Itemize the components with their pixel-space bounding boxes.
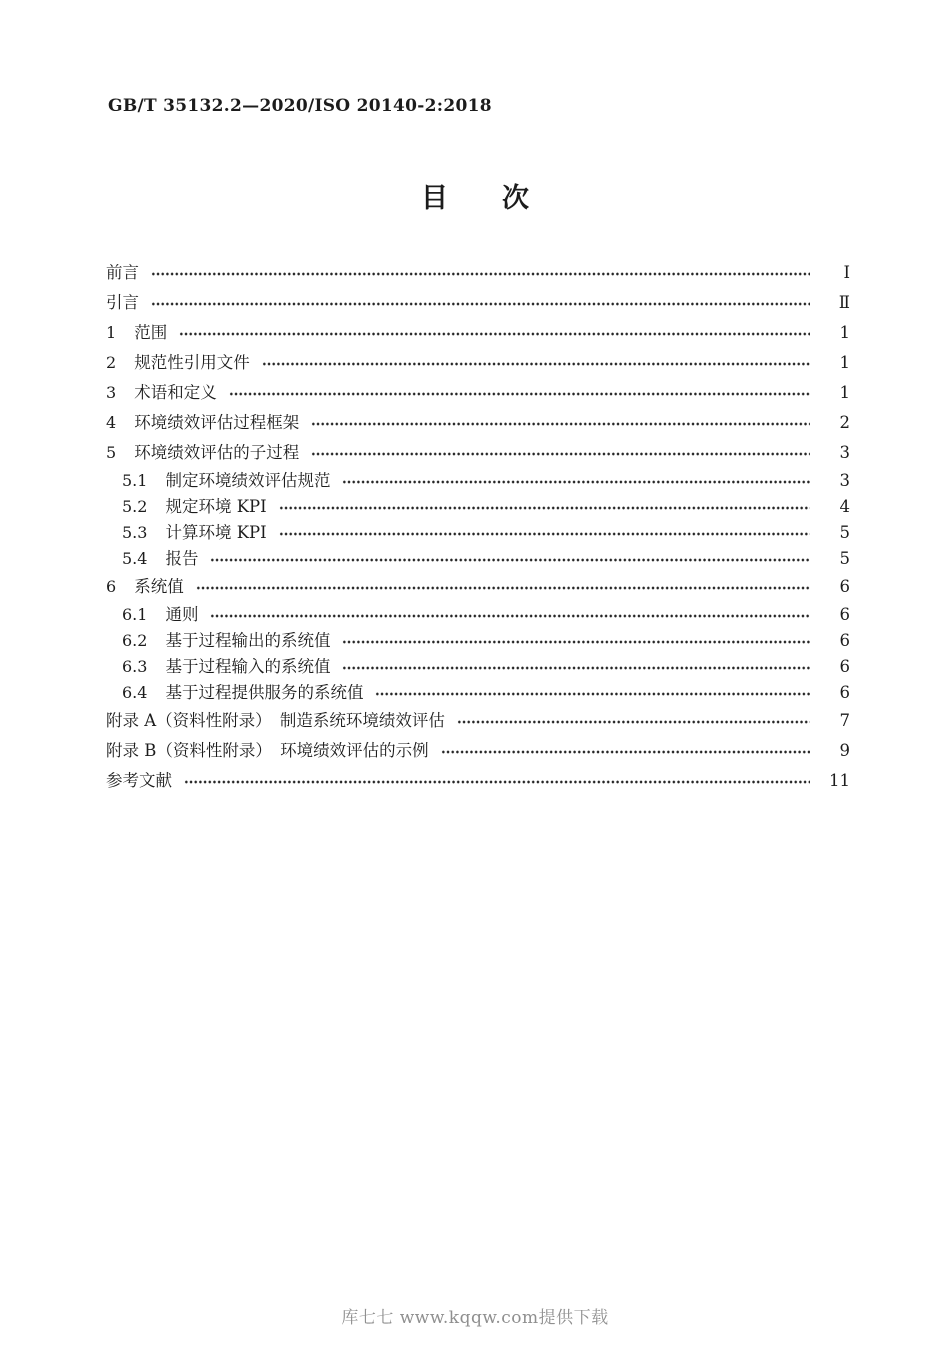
toc-item-label: 环境绩效评估过程框架 (134, 412, 300, 432)
toc-row (106, 736, 850, 766)
toc-row (106, 546, 850, 572)
dot-leader (342, 666, 810, 670)
toc-item-label: 基于过程输出的系统值 (165, 630, 331, 650)
toc-item-page: 9 (839, 740, 850, 760)
toc-item-page: 6 (839, 630, 850, 650)
toc-row (106, 572, 850, 602)
toc-item-page: 1 (839, 382, 850, 402)
toc-row (106, 378, 850, 408)
toc-item-label: 制定环境绩效评估规范 (165, 470, 331, 490)
toc-row (106, 766, 850, 796)
toc-row (106, 468, 850, 494)
toc-item-page: Ⅱ (838, 292, 850, 312)
toc-item-label: 引言 (106, 292, 139, 312)
toc-item-number: 6 (106, 577, 117, 596)
dot-leader (151, 302, 810, 306)
toc-row (106, 706, 850, 736)
toc-item-label: 报告 (165, 548, 199, 568)
toc-item-page: 5 (839, 522, 850, 542)
toc-item-page: 6 (839, 604, 850, 624)
toc-row (106, 288, 850, 318)
toc-item-number: 4 (106, 413, 117, 432)
dot-leader (210, 558, 810, 562)
toc-item-label: 附录 A（资料性附录） 制造系统环境绩效评估 (106, 710, 445, 730)
toc-row (106, 680, 850, 706)
toc-item-label: 前言 (106, 262, 139, 282)
dot-leader (311, 452, 810, 456)
toc-item-number: 5.1 (122, 471, 148, 490)
toc-item-page: 4 (839, 496, 850, 516)
dot-leader (375, 692, 810, 696)
standard-code: GB/T 35132.2—2020/ISO 20140-2:2018 (108, 96, 492, 116)
toc-item-page: 11 (829, 770, 850, 790)
watermark-footer: 库七七 www.kqqw.com提供下载 (341, 1308, 609, 1328)
toc-item-number: 6.4 (122, 683, 148, 702)
toc-item-page: 6 (839, 682, 850, 702)
toc-item-label: 基于过程输入的系统值 (165, 656, 331, 676)
dot-leader (311, 422, 810, 426)
toc-item-number: 5.3 (122, 523, 148, 542)
toc-item-page: Ⅰ (843, 262, 850, 282)
toc-row (106, 654, 850, 680)
toc-item-page: 3 (839, 470, 850, 490)
toc-row (106, 258, 850, 288)
toc-item-number: 6.3 (122, 657, 148, 676)
toc-item-page: 6 (839, 656, 850, 676)
toc-item-number: 2 (106, 353, 117, 372)
toc-item-number: 6.2 (122, 631, 148, 650)
dot-leader (179, 332, 810, 336)
toc-item-page: 2 (839, 412, 850, 432)
toc-row (106, 602, 850, 628)
toc-item-page: 5 (839, 548, 850, 568)
toc-item-number: 3 (106, 383, 117, 402)
toc-row (106, 520, 850, 546)
dot-leader (196, 586, 810, 590)
toc (106, 258, 850, 796)
toc-row (106, 318, 850, 348)
toc-item-label: 附录 B（资料性附录） 环境绩效评估的示例 (106, 740, 429, 760)
toc-item-label: 参考文献 (106, 770, 172, 790)
toc-item-page: 3 (839, 442, 850, 462)
toc-item-label: 基于过程提供服务的系统值 (165, 682, 364, 702)
dot-leader (342, 640, 810, 644)
toc-row (106, 438, 850, 468)
toc-item-label: 规定环境 KPI (165, 496, 267, 516)
toc-item-page: 6 (839, 576, 850, 596)
toc-item-label: 通则 (165, 604, 199, 624)
toc-item-number: 5 (106, 443, 117, 462)
toc-row (106, 408, 850, 438)
dot-leader (279, 506, 810, 510)
toc-item-label: 计算环境 KPI (165, 522, 267, 542)
dot-leader (279, 532, 810, 536)
toc-row (106, 628, 850, 654)
dot-leader (441, 750, 810, 754)
toc-item-page: 1 (839, 322, 850, 342)
toc-item-number: 5.2 (122, 497, 148, 516)
toc-item-label: 范围 (134, 322, 168, 342)
dot-leader (210, 614, 810, 618)
toc-item-label: 系统值 (134, 576, 184, 596)
toc-item-label: 规范性引用文件 (134, 352, 250, 372)
dot-leader (151, 272, 810, 276)
toc-row (106, 494, 850, 520)
toc-item-number: 5.4 (122, 549, 148, 568)
toc-item-label: 术语和定义 (134, 382, 217, 402)
dot-leader (342, 480, 810, 484)
dot-leader (184, 780, 810, 784)
dot-leader (457, 720, 810, 724)
page-title: 目 次 (421, 183, 529, 214)
toc-item-label: 环境绩效评估的子过程 (134, 442, 300, 462)
dot-leader (229, 392, 810, 396)
toc-item-number: 6.1 (122, 605, 148, 624)
toc-item-number: 1 (106, 323, 117, 342)
toc-item-page: 7 (839, 710, 850, 730)
toc-row (106, 348, 850, 378)
toc-item-page: 1 (839, 352, 850, 372)
dot-leader (262, 362, 810, 366)
